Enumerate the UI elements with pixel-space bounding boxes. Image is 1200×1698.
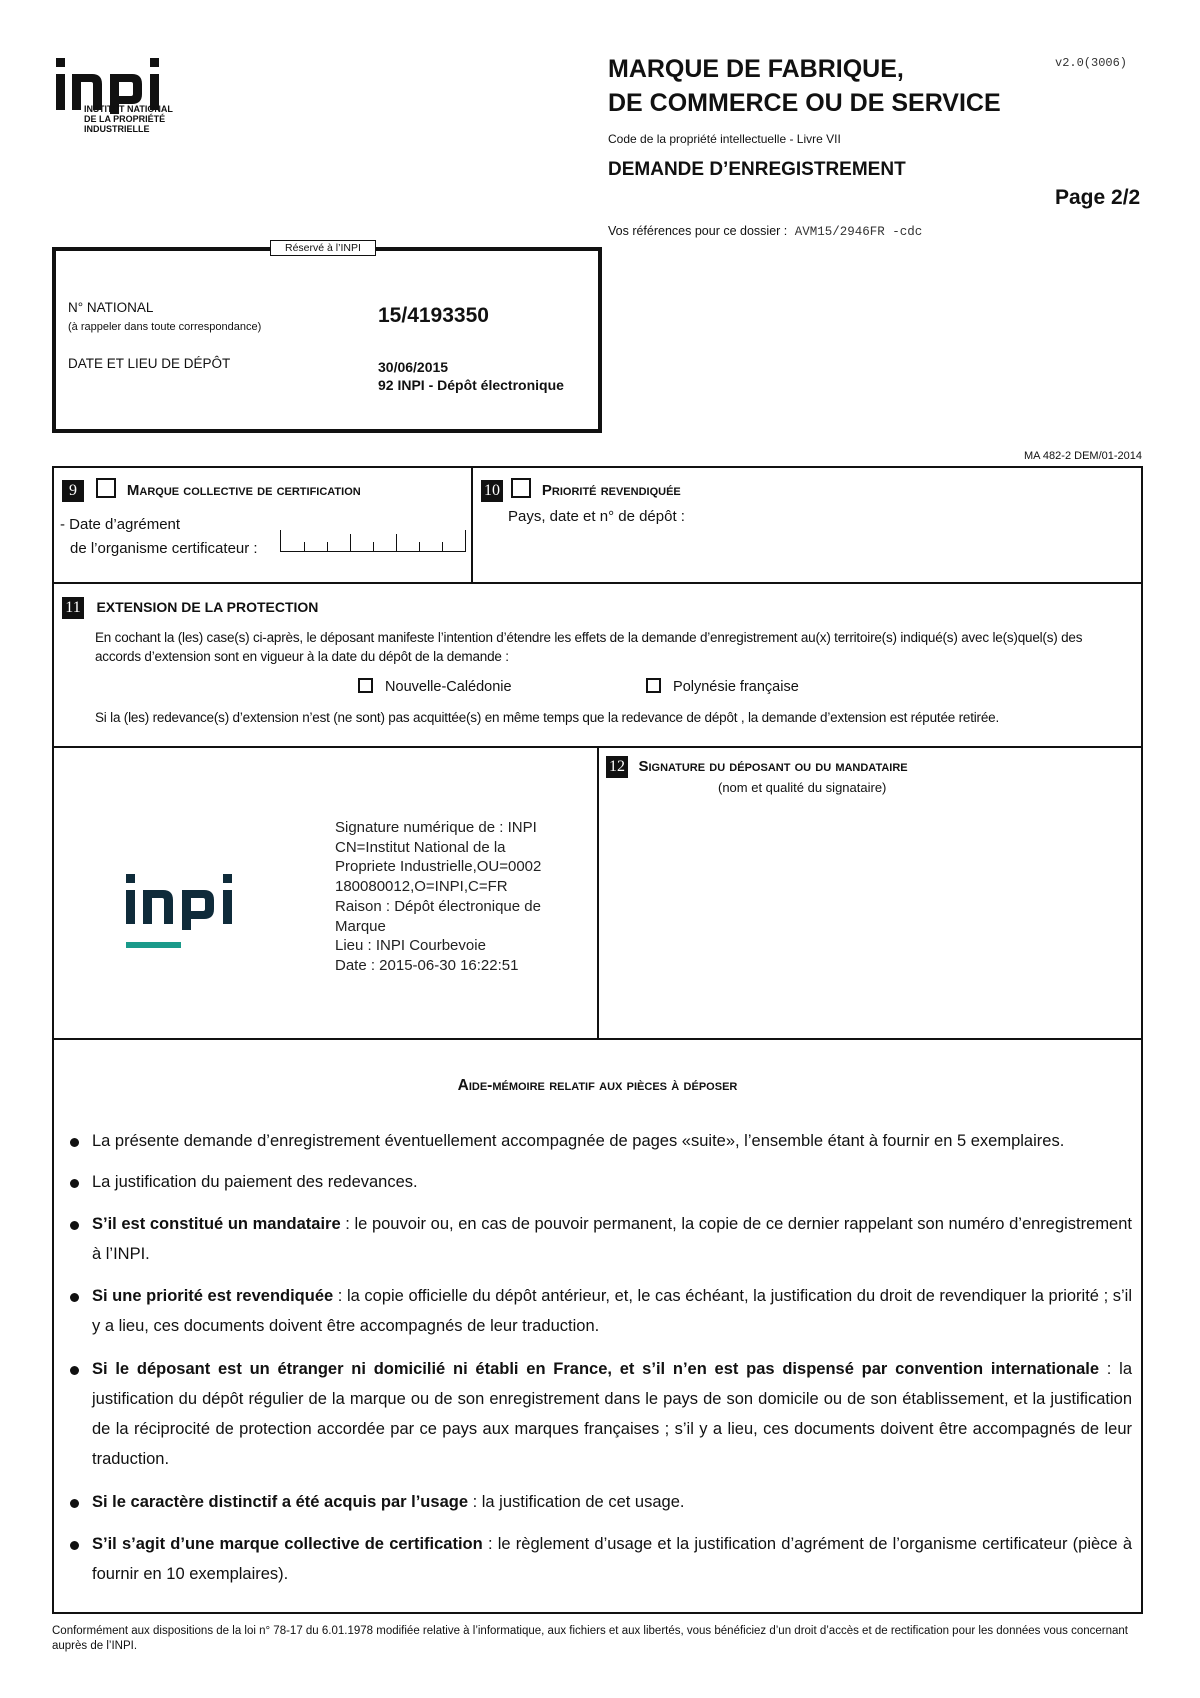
section-9-line2: de l’organisme certificateur :: [70, 540, 258, 557]
aide-item-6-text: : la justification de cet usage.: [468, 1493, 685, 1511]
section-12-subtitle: (nom et qualité du signataire): [718, 780, 887, 795]
section-12-title: Signature du déposant ou du mandataire: [638, 758, 908, 775]
section-11-header: [62, 597, 318, 619]
section-9-line1: - Date d’agrément: [60, 516, 181, 533]
aide-item-2-text: La justification du paiement des redevances.: [92, 1173, 418, 1191]
digital-signature-logo: [126, 870, 266, 960]
section-9-number: 9: [62, 480, 84, 502]
bullet-7: [70, 1541, 79, 1550]
document-title: [608, 52, 1001, 120]
bullet-5: [70, 1366, 79, 1375]
divider-signature: [597, 746, 599, 1040]
aide-item-2: [92, 1167, 1132, 1197]
digital-signature-text: [335, 818, 541, 976]
agreement-date-field[interactable]: [280, 530, 466, 552]
bullet-4: [70, 1293, 79, 1302]
title-line1: MARQUE DE FABRIQUE,: [608, 55, 904, 83]
section-10-checkbox[interactable]: [511, 478, 531, 498]
document-subtitle: DEMANDE D’ENREGISTREMENT: [608, 159, 906, 180]
place-value: 92 INPI - Dépôt électronique: [378, 377, 564, 393]
option-nouvelle-caledonie-label: Nouvelle-Calédonie: [385, 679, 512, 695]
aide-item-5-text: : la justification du dépôt régulier de la marque ou de son enregistrement dans le pays de son domicile ou de son établissement, et la justification de la réciprocité de protection accordée par ce pays aux marques françaises ; s’il y a lieu, ces documents doivent être accompagnés de leur traduction.: [92, 1360, 1132, 1468]
page-number: Page 2/2: [1055, 186, 1141, 209]
bullet-1: [70, 1138, 79, 1147]
section-11-title: EXTENSION DE LA PROTECTION: [96, 599, 319, 615]
aide-item-4: [92, 1281, 1132, 1341]
aide-memoire-title: Aide-mémoire relatif aux pièces à déposer: [457, 1077, 738, 1094]
signature-line-5: Raison : Dépôt électronique de: [335, 897, 541, 915]
section-11-text1: En cochant la (les) case(s) ci-après, le déposant manifeste l’intention d’étendre les effets de la demande d’enregistrement au(x) territoire(s) indiqué(s) avec le(s)quel(s) des accords d’extension sont en vigueur à la date du dépôt de la demande :: [95, 630, 1083, 664]
bullet-2: [70, 1179, 79, 1188]
references-label: Vos références pour ce dossier :: [608, 224, 788, 238]
section-9-title: Marque collective de certification: [126, 482, 361, 499]
section-11-number: 11: [62, 597, 84, 619]
signature-line-1: Signature numérique de : INPI: [335, 819, 537, 836]
aide-item-7-text: : le règlement d’usage et la justification d’agrément de l’organisme certificateur (pièce à fournir en 10 exemplaires).: [92, 1535, 1132, 1583]
option-polynesie-francaise-checkbox[interactable]: [646, 678, 661, 693]
reserved-box: [52, 247, 602, 433]
signature-line-8: Date : 2015-06-30 16:22:51: [335, 956, 519, 974]
section-10-number: 10: [481, 480, 503, 502]
aide-item-6: [92, 1487, 1132, 1517]
option-polynesie-francaise-label: Polynésie française: [673, 679, 799, 695]
aide-item-3: [92, 1209, 1132, 1269]
aide-item-1-text: La présente demande d’enregistrement éventuellement accompagnée de pages «suite», l’ensemble étant à fournir en 5 exemplaires.: [92, 1132, 1065, 1150]
aide-item-6-bold: Si le caractère distinctif a été acquis par l’usage: [92, 1493, 468, 1511]
signature-line-4: 180080012,O=INPI,C=FR: [335, 878, 508, 896]
version-label: v2.0(3006): [1055, 56, 1128, 70]
form-code: MA 482-2 DEM/01-2014: [1023, 450, 1142, 462]
code-label: Code de la propriété intellectuelle - Livre VII: [608, 132, 841, 146]
option-polynesie-francaise[interactable]: [646, 678, 799, 695]
section-10: [481, 478, 681, 502]
section-11-text2: Si la (les) redevance(s) d’extension n’est (ne sont) pas acquittée(s) en même temps que la redevance de dépôt , la demande d’extension est réputée retirée.: [95, 710, 1000, 725]
divider-9-10: [471, 466, 473, 584]
signature-line-7: Lieu : INPI Courbevoie: [335, 937, 486, 955]
bullet-3: [70, 1221, 79, 1230]
option-nouvelle-caledonie-checkbox[interactable]: [358, 678, 373, 693]
aide-item-7-bold: S’il s’agit d’une marque collective de certification: [92, 1535, 483, 1553]
section-12-number: 12: [606, 756, 628, 778]
national-value: 15/4193350: [378, 304, 489, 327]
references: [608, 224, 922, 239]
aide-item-4-bold: Si une priorité est revendiquée: [92, 1287, 334, 1305]
logo-subtitle-3: INDUSTRIELLE: [84, 124, 150, 134]
footer-notice: Conformément aux dispositions de la loi n° 78-17 du 6.01.1978 modifiée relative à l’informatique, aux fichiers et aux libertés, vous bénéficiez d’un droit d’accès et de rectification pour les données vous concernant auprès de l’INPI.: [52, 1625, 1128, 1652]
logo-subtitle-2: DE LA PROPRIÉTÉ: [84, 114, 166, 124]
section-9: [62, 478, 361, 502]
aide-item-3-text: : le pouvoir ou, en cas de pouvoir permanent, la copie de ce dernier rappelant son numéro d’enregistrement à l’INPI.: [92, 1215, 1132, 1263]
aide-item-4-text: : la copie officielle du dépôt antérieur, et, le cas échéant, la justification du droit de revendiquer la priorité ; s’il y a lieu, ces documents doivent être accompagnés de leur traduction.: [92, 1287, 1133, 1335]
date-value: 30/06/2015: [378, 359, 449, 375]
bullet-6: [70, 1499, 79, 1508]
aide-item-5-bold: Si le déposant est un étranger ni domicilié ni établi en France, et s’il n’en est pas dispensé par convention internationale: [92, 1360, 1100, 1378]
title-line2: DE COMMERCE OU DE SERVICE: [608, 89, 1001, 117]
national-sub: (à rappeler dans toute correspondance): [68, 321, 262, 333]
references-value: AVM15/2946FR -cdc: [794, 225, 923, 239]
section-10-title: Priorité revendiquée: [541, 482, 681, 499]
section-9-checkbox[interactable]: [96, 478, 116, 498]
signature-line-3: Propriete Industrielle,OU=0002: [335, 858, 542, 876]
aide-item-7: [92, 1529, 1132, 1589]
signature-line-6: Marque: [335, 917, 386, 935]
option-nouvelle-caledonie[interactable]: [358, 678, 512, 695]
inpi-logo: [56, 52, 226, 152]
logo-subtitle-1: INSTITUT NATIONAL: [84, 104, 173, 114]
digital-signature-logo-mark: [126, 870, 266, 960]
national-label: N° NATIONAL: [68, 300, 154, 315]
section-12-header: [606, 756, 908, 778]
section-10-line1: Pays, date et n° de dépôt :: [508, 508, 685, 525]
reserved-tag: Réservé à l’INPI: [270, 240, 376, 256]
date-label: DATE ET LIEU DE DÉPÔT: [68, 356, 231, 371]
signature-line-2: CN=Institut National de la: [335, 838, 506, 856]
aide-item-5: [92, 1354, 1132, 1474]
aide-item-1: [92, 1126, 1132, 1156]
aide-item-3-bold: S’il est constitué un mandataire: [92, 1215, 341, 1233]
